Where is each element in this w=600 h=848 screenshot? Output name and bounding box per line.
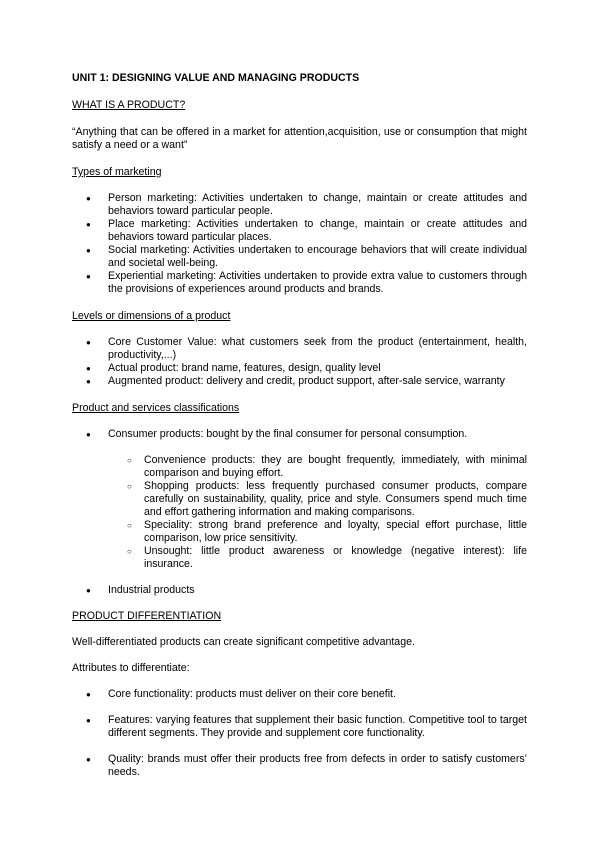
- types-of-marketing-list: [72, 192, 527, 296]
- list-item: ○ Speciality: strong brand preference and loyalty, special effort purchase, little comparison, low price sensitivity.: [72, 519, 527, 545]
- list-item: ● Core functionality: products must deliver on their core benefit.: [72, 688, 527, 701]
- section-heading-levels: Levels or dimensions of a product: [72, 310, 231, 322]
- list-item: ○ Shopping products: less frequently purchased consumer products, compare carefully on sustainability, quality, price and style. Consumers spend much time and effort gathering information and making comparisons.: [72, 480, 527, 519]
- section-heading-differentiation: PRODUCT DIFFERENTIATION: [72, 610, 222, 622]
- classifications-list: [72, 428, 527, 441]
- list-item: ● Social marketing: Activities undertaken to encourage behaviors that will create individual and societal well-being.: [72, 244, 527, 270]
- page-title: UNIT 1: DESIGNING VALUE AND MANAGING PRODUCTS: [72, 72, 360, 84]
- list-item: ● Core Customer Value: what customers seek from the product (entertainment, health, productivity,...): [72, 336, 527, 362]
- levels-list: [72, 336, 527, 388]
- differentiation-intro: Well-differentiated products can create significant competitive advantage.: [72, 636, 415, 648]
- list-item: ● Features: varying features that supplement their basic function. Competitive tool to target different segments. They provide and supplement core functionality.: [72, 714, 527, 740]
- list-item: ○ Unsought: little product awareness or knowledge (negative interest): life insurance.: [72, 545, 527, 571]
- industrial-list: [72, 584, 527, 597]
- list-item: ● Place marketing: Activities undertaken to change, maintain or create attitudes and behaviors toward particular places.: [72, 218, 527, 244]
- list-item: ● Quality: brands must offer their products free from defects in order to satisfy customers’ needs.: [72, 753, 527, 779]
- list-item: ● Augmented product: delivery and credit, product support, after-sale service, warranty: [72, 375, 527, 388]
- list-item: ○ Convenience products: they are bought frequently, immediately, with minimal comparison and buying effort.: [72, 454, 527, 480]
- section-heading-what-is-product: WHAT IS A PRODUCT?: [72, 99, 186, 111]
- list-item: ● Person marketing: Activities undertaken to change, maintain or create attitudes and behaviors toward particular people.: [72, 192, 527, 218]
- product-definition-quote: “Anything that can be offered in a market for attention,acquisition, use or consumption that might satisfy a need or a want”: [72, 126, 527, 151]
- list-item: ● Consumer products: bought by the final consumer for personal consumption.: [72, 428, 527, 441]
- section-heading-types-of-marketing: Types of marketing: [72, 166, 162, 178]
- list-item: ● Industrial products: [72, 584, 527, 597]
- consumer-products-sublist: [72, 454, 527, 571]
- list-item: ● Actual product: brand name, features, design, quality level: [72, 362, 527, 375]
- attributes-list: [72, 688, 527, 779]
- attributes-label: Attributes to differentiate:: [72, 662, 190, 674]
- section-heading-classifications: Product and services classifications: [72, 402, 240, 414]
- list-item: ● Experiential marketing: Activities undertaken to provide extra value to customers through the provisions of experiences around products and brands.: [72, 270, 527, 296]
- document-page: [72, 72, 527, 779]
